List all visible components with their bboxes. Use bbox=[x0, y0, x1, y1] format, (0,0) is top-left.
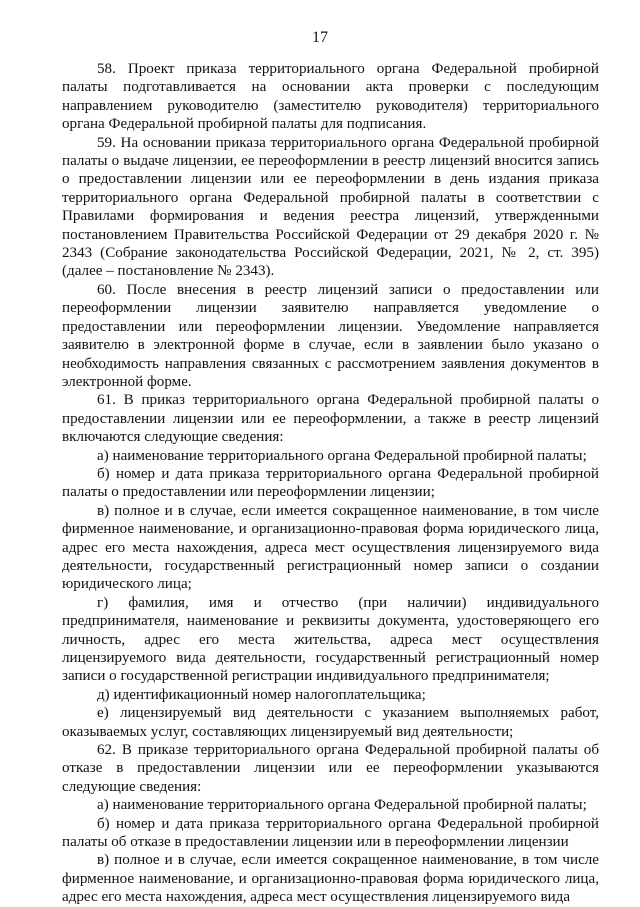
paragraph-61-item-g: г) фамилия, имя и отчество (при наличии) индивидуального предпринимателя, наименование и реквизиты документа, удостоверяющего его личность, адрес его места жительства, адреса мест осуществления лицензируемого вида деятельности, государственный регистрационный номер записи о государственной регистрации индивидуального предпринимателя; bbox=[62, 594, 599, 685]
paragraph-61-item-b: б) номер и дата приказа территориального органа Федеральной пробирной палаты о предоставлении или переоформлении лицензии; bbox=[62, 465, 599, 501]
paragraph-59: 59. На основании приказа территориального органа Федеральной пробирной палаты о выдаче лицензии, ее переоформлении в реестр лицензий вносится запись о предоставлении лицензии или ее переоформлении в день издания приказа территориального органа Федеральной пробирной палаты в соответствии с Правилами формирования и ведения реестра лицензий, утвержденными постановлением Правительства Российской Федерации от 29 декабря 2020 г. № 2343 (Собрание законодательства Российской Федерации, 2021, № 2, ст. 395) (далее – постановление № 2343). bbox=[62, 134, 599, 280]
paragraph-61-item-a: а) наименование территориального органа Федеральной пробирной палаты; bbox=[97, 447, 587, 464]
paragraph-61: 61. В приказ территориального органа Федеральной пробирной палаты о предоставлении лицензии или ее переоформлении, а также в реестр лицензий включаются следующие сведения: bbox=[62, 392, 599, 446]
paragraph-61-item-d: д) идентификационный номер налогоплательщика; bbox=[97, 686, 426, 703]
paragraph-62-item-a: а) наименование территориального органа Федеральной пробирной палаты; bbox=[97, 797, 587, 814]
paragraph-61-item-v: в) полное и в случае, если имеется сокращенное наименование, в том числе фирменное наименование, и организационно-правовая форма юридического лица, адрес его места нахождения, адреса мест осуществления лицензируемого вида деятельности, государственный регистрационный номер записи о создании юридического лица; bbox=[62, 502, 599, 593]
paragraph-62-item-b: б) номер и дата приказа территориального органа Федеральной пробирной палаты об отказе в предоставлении лицензии или в переоформлении лицензии bbox=[62, 815, 599, 851]
paragraph-62: 62. В приказе территориального органа Федеральной пробирной палаты об отказе в предоставлении лицензии или ее переоформлении указываются следующие сведения: bbox=[62, 742, 599, 795]
paragraph-58: 58. Проект приказа территориального органа Федеральной пробирной палаты подготавливается на основании акта проверки с последующим направлением руководителю (заместителю руководителя) территориального органа Федеральной пробирной палаты для подписания. bbox=[62, 61, 599, 133]
page-number: 17 bbox=[312, 29, 328, 46]
paragraph-62-item-v: в) полное и в случае, если имеется сокращенное наименование, в том числе фирменное наименование, и организационно-правовая форма юридического лица, адрес его места нахождения, адреса мест осуществления лицензируемого вида bbox=[62, 852, 599, 906]
paragraph-60: 60. После внесения в реестр лицензий записи о предоставлении или переоформлении лицензии заявителю направляется уведомление о предоставлении или переоформлении лицензии. Уведомление направляется заявителю в электронной форме в случае, если в заявлении было указано о необходимость направления связанных с рассмотрением заявления документов в электронной форме. bbox=[62, 281, 599, 390]
paragraph-61-item-e: е) лицензируемый вид деятельности с указанием выполняемых работ, оказываемых услуг, составляющих лицензируемый вид деятельности; bbox=[62, 705, 599, 740]
document-body bbox=[62, 60, 599, 907]
